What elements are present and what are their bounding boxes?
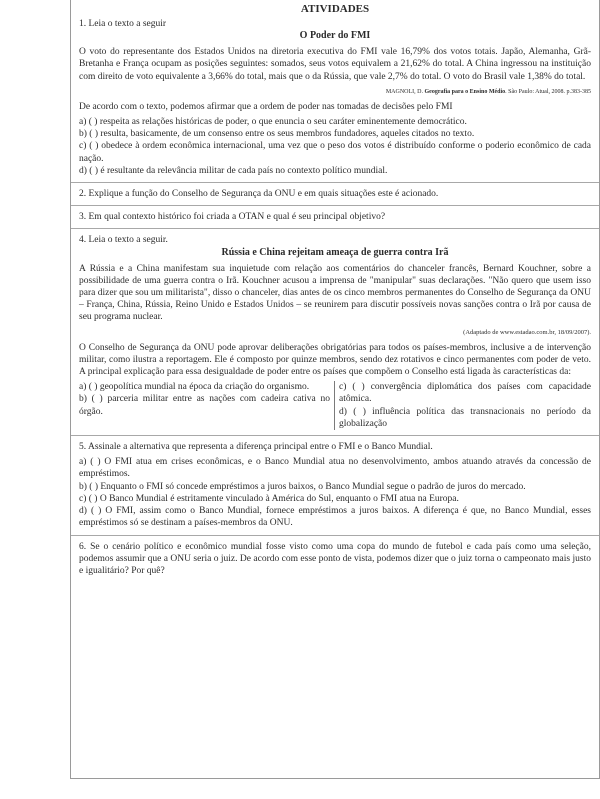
q1-option-c[interactable]: c) ( ) obedece à ordem econômica internacional, uma vez que o peso dos votos é distribuído conforme o poderio econômico de cada nação. — [79, 141, 591, 164]
q4-options-grid — [79, 381, 591, 430]
q1-options — [79, 116, 591, 177]
q4-question: O Conselho de Segurança da ONU pode aprovar deliberações obrigatórias para todos os países-membros, inclusive a de intervenção militar, como ilustra a reportagem. Ele é composto por quinze membros, sendo dez rotativos e cinco permanentes com poder de veto. A principal explicação para essa desigualdade de poder entre os países que compõem o Conselho está ligada às características da: — [79, 342, 591, 378]
divider — [71, 228, 599, 229]
q1-prompt: 1. Leia o texto a seguir — [79, 19, 167, 29]
q1-option-d[interactable]: d) ( ) é resultante da relevância militar de cada país no contexto político mundial. — [79, 165, 388, 176]
q2-text: 2. Explique a função do Conselho de Segurança da ONU e em quais situações este é acionado. — [79, 189, 439, 200]
q5-option-d[interactable]: d) ( ) O FMI, assim como o Banco Mundial, fornece empréstimos a juros baixos. A diferença é que, no Banco Mundial, esses empréstimos só se destinam a países-membros da ONU. — [79, 506, 591, 529]
divider — [71, 435, 599, 436]
q5-option-a[interactable]: a) ( ) O FMI atua em crises econômicas, e o Banco Mundial atua no desenvolvimento, ambos atuando através da concessão de empréstimos. — [79, 457, 591, 480]
q6-text: 6. Se o cenário político e econômico mundial fosse visto como uma copa do mundo de futebol e cada país como uma seleção, podemos assumir que a ONU seria o juiz. De acordo com esse ponto de vista, podemos dizer que o juiz torna o campeonato mais justo e igualitário? Por quê? — [79, 541, 591, 576]
q1-option-b[interactable]: b) ( ) resulta, basicamente, de um consenso entre os seus membros fundadores, aqueles citados no texto. — [79, 129, 475, 140]
q1-source-prefix: MAGNOLI, D. — [385, 88, 425, 95]
q4-options-right — [335, 381, 591, 430]
divider — [71, 535, 599, 536]
page-title: ATIVIDADES — [300, 3, 370, 15]
q4-option-b[interactable]: b) ( ) parceria militar entre as nações com cadeira cativa no órgão. — [79, 394, 330, 417]
q1-source — [79, 88, 591, 96]
q5-options — [79, 456, 591, 529]
q1-source-title: Geografia para o Ensino Médio — [424, 88, 506, 95]
divider — [71, 182, 599, 183]
q4-option-c[interactable]: c) ( ) convergência diplomática dos países com capacidade atômica. — [339, 382, 591, 405]
q5-prompt: 5. Assinale a alternativa que representa a diferença principal entre o FMI e o Banco Mundial. — [79, 442, 433, 453]
q4-heading: Rússia e China rejeitam ameaça de guerra contra Irã — [221, 246, 449, 258]
q4-option-a[interactable]: a) ( ) geopolítica mundial na época da criação do organismo. — [79, 382, 310, 393]
q3-text: 3. Em qual contexto histórico foi criada a OTAN e qual é seu principal objetivo? — [79, 212, 386, 223]
q4-options-left — [79, 381, 335, 430]
q5-option-b[interactable]: b) ( ) Enquanto o FMI só concede empréstimos a juros baixos, o Banco Mundial segue o padrão de juros do mercado. — [79, 481, 526, 492]
q4-option-d[interactable]: d) ( ) influência política das transnacionais no período da globalização — [339, 406, 591, 429]
q1-source-suffix: . São Paulo: Atual, 2008. p.383-385 — [505, 88, 591, 95]
q1-heading: O Poder do FMI — [299, 30, 371, 42]
q1-question: De acordo com o texto, podemos afirmar que a ordem de poder nas tomadas de decisões pelo FMI — [79, 101, 453, 112]
worksheet-page — [70, 0, 600, 779]
q1-paragraph: O voto do representante dos Estados Unidos na diretoria executiva do FMI vale 16,79% dos votos totais. Japão, Alemanha, Grã-Bretanha e França ocupam as posições seguintes: somados, seus votos equivalem a 21,62% do total. A China ingressou na instituição com direito de voto equivalente a 3,66% do total, mais que o da Rússia, que vale 2,7% do total. O voto do Brasil vale 1,38% do total. — [79, 47, 591, 82]
q4-prompt: 4. Leia o texto a seguir. — [79, 235, 168, 246]
q4-paragraph: A Rússia e a China manifestam sua inquietude com relação aos comentários do chanceler francês, Bernard Kouchner, sobre a possibilidade de uma guerra contra o Irã. Kouchner acusou a imprensa de "manipular" suas declarações. "Não quero que usem isso para dizer que sou um militarista", disso o chanceler, dias antes de os cinco membros permanentes do Conselho de Segurança da ONU – França, China, Rússia, Reino Unido e Estados Unidos – se reunirem para discutir possíveis novas sanções contra o Irã por causa de seu programa nuclear. — [79, 263, 591, 323]
divider — [71, 205, 599, 206]
q5-option-c[interactable]: c) ( ) O Banco Mundial é estritamente vinculado à América do Sul, enquanto o FMI atua na Europa. — [79, 493, 459, 504]
q4-source: (Adaptado de www.estadao.com.br, 18/09/2007). — [463, 328, 591, 336]
q1-option-a[interactable]: a) ( ) respeita as relações históricas de poder, o que enuncia o seu caráter eminentemente democrático. — [79, 117, 467, 128]
